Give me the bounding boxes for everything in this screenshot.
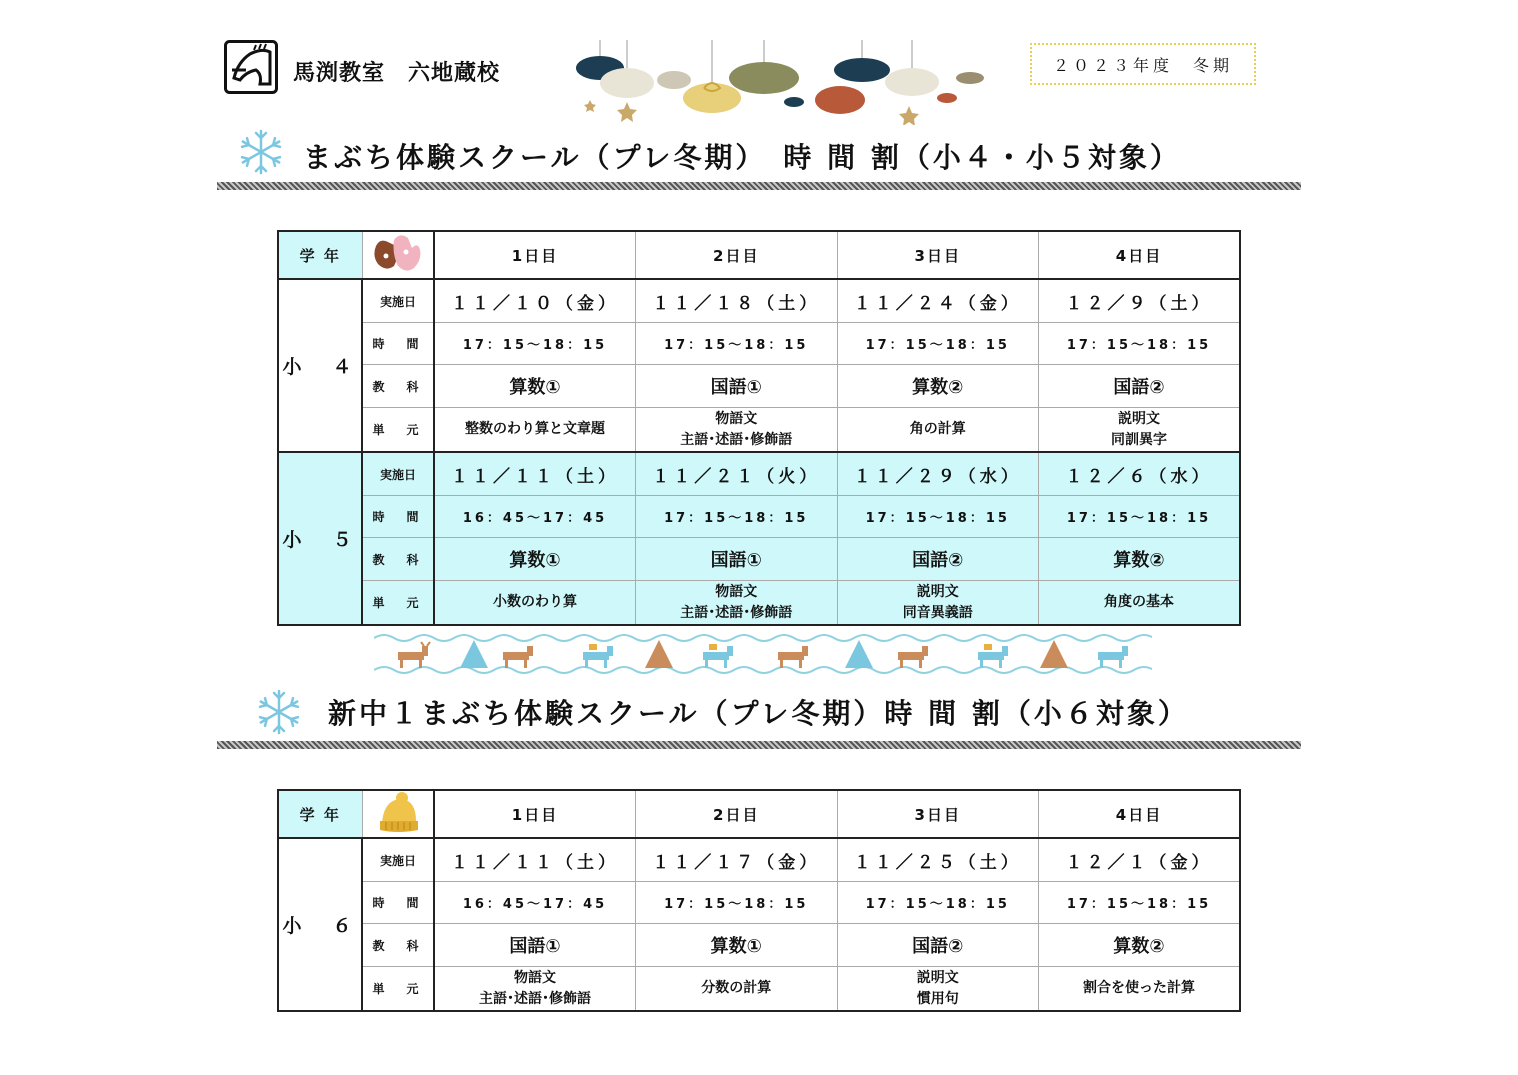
timetable-grade4-5 xyxy=(277,230,1241,626)
date-cell: １２／１（金） xyxy=(1039,838,1241,882)
unit-line: 説明文 xyxy=(916,969,959,986)
grade-label: 小 ５ xyxy=(278,452,362,625)
date-cell: １２／９（土） xyxy=(1039,279,1241,323)
snowflake-icon xyxy=(255,688,303,736)
section1-title: まぶち体験スクール（プレ冬期） 時 間 割（小４・小５対象） xyxy=(303,141,1181,174)
unit-cell xyxy=(636,967,838,1012)
unit-line: 小数のわり算 xyxy=(493,594,577,610)
date-cell: １１／１１（土） xyxy=(434,452,636,496)
subject-cell: 算数② xyxy=(1039,924,1241,967)
school-name: 馬渕教室 六地蔵校 xyxy=(293,61,501,86)
unit-cell xyxy=(837,408,1039,453)
unit-line: 物語文 xyxy=(514,969,556,986)
time-cell: 17：15～18：15 xyxy=(434,323,636,365)
unit-line: 割合を使った計算 xyxy=(1083,980,1195,996)
ornament-decoration-icon xyxy=(572,40,992,125)
unit-line: 慣用句 xyxy=(916,990,959,1007)
table-row xyxy=(278,279,1240,323)
time-cell: 17：15～18：15 xyxy=(1039,496,1241,538)
unit-line: 説明文 xyxy=(916,583,959,600)
grade-header: 学 年 xyxy=(278,790,362,838)
row-label-unit: 単 元 xyxy=(362,408,434,453)
row-label-unit: 単 元 xyxy=(362,581,434,626)
table-row xyxy=(278,882,1240,924)
unit-line: 主語･述語･修飾語 xyxy=(479,990,591,1007)
time-cell: 17：15～18：15 xyxy=(837,323,1039,365)
subject-cell: 国語② xyxy=(837,538,1039,581)
time-cell: 17：15～18：15 xyxy=(837,496,1039,538)
subject-cell: 算数① xyxy=(434,365,636,408)
horse-logo-icon xyxy=(224,40,278,94)
row-label-time: 時 間 xyxy=(362,882,434,924)
row-label-date: 実施日 xyxy=(362,279,434,323)
row-label-date: 実施日 xyxy=(362,452,434,496)
subject-cell: 算数② xyxy=(1039,538,1241,581)
time-cell: 17：15～18：15 xyxy=(636,323,838,365)
table-row xyxy=(278,967,1240,1012)
row-label-subject: 教 科 xyxy=(362,365,434,408)
day-4-header: 4日目 xyxy=(1039,231,1241,279)
row-label-date: 実施日 xyxy=(362,838,434,882)
unit-line: 説明文 xyxy=(1118,410,1160,427)
subject-cell: 国語① xyxy=(434,924,636,967)
header-row xyxy=(278,790,1240,838)
header-icon-cell xyxy=(362,231,434,279)
day-3-header: 3日目 xyxy=(837,790,1039,838)
unit-cell xyxy=(434,408,636,453)
table-row xyxy=(278,924,1240,967)
time-cell: 16：45～17：45 xyxy=(434,882,636,924)
unit-cell xyxy=(1039,967,1241,1012)
grade-label: 小 ４ xyxy=(278,279,362,452)
snowflake-icon xyxy=(237,128,285,176)
table-row xyxy=(278,581,1240,626)
header-icon-cell xyxy=(362,790,434,838)
term-label: ２０２３年度 冬期 xyxy=(1030,43,1256,85)
time-cell: 17：15～18：15 xyxy=(1039,882,1241,924)
unit-cell xyxy=(636,581,838,626)
section1-rule xyxy=(217,182,1301,190)
unit-line: 同訓異字 xyxy=(1111,431,1167,448)
reindeer-border-decoration-icon xyxy=(374,634,1152,674)
day-2-header: 2日目 xyxy=(636,231,838,279)
unit-cell xyxy=(434,581,636,626)
subject-cell: 算数② xyxy=(837,365,1039,408)
row-label-subject: 教 科 xyxy=(362,924,434,967)
row-label-time: 時 間 xyxy=(362,496,434,538)
unit-line: 角度の基本 xyxy=(1104,594,1174,610)
time-cell: 17：15～18：15 xyxy=(1039,323,1241,365)
unit-line: 分数の計算 xyxy=(701,980,772,996)
day-1-header: 1日目 xyxy=(434,790,636,838)
date-cell: １１／１０（金） xyxy=(434,279,636,323)
time-cell: 16：45～17：45 xyxy=(434,496,636,538)
row-label-time: 時 間 xyxy=(362,323,434,365)
day-4-header: 4日目 xyxy=(1039,790,1241,838)
unit-cell xyxy=(1039,408,1241,453)
timetable-grade6 xyxy=(277,789,1241,1012)
time-cell: 17：15～18：15 xyxy=(636,882,838,924)
header-row xyxy=(278,231,1240,279)
table-row xyxy=(278,452,1240,496)
time-cell: 17：15～18：15 xyxy=(636,496,838,538)
date-cell: １１／２４（金） xyxy=(837,279,1039,323)
subject-cell: 国語② xyxy=(837,924,1039,967)
unit-cell xyxy=(1039,581,1241,626)
unit-cell xyxy=(837,967,1039,1012)
unit-line: 主語･述語･修飾語 xyxy=(680,604,793,621)
day-2-header: 2日目 xyxy=(636,790,838,838)
subject-cell: 国語② xyxy=(1039,365,1241,408)
grade-header: 学 年 xyxy=(278,231,362,279)
grade-label: 小 ６ xyxy=(278,838,362,1011)
subject-cell: 国語① xyxy=(636,538,838,581)
unit-cell xyxy=(434,967,636,1012)
knit-hat-icon xyxy=(376,791,420,833)
time-cell: 17：15～18：15 xyxy=(837,882,1039,924)
date-cell: １１／２１（火） xyxy=(636,452,838,496)
unit-line: 整数のわり算と文章題 xyxy=(465,421,605,437)
subject-cell: 算数① xyxy=(636,924,838,967)
subject-cell: 国語① xyxy=(636,365,838,408)
date-cell: １２／６（水） xyxy=(1039,452,1241,496)
unit-line: 同音異義語 xyxy=(902,604,973,621)
subject-cell: 算数① xyxy=(434,538,636,581)
mittens-icon xyxy=(370,232,426,274)
table-row xyxy=(278,838,1240,882)
date-cell: １１／２５（土） xyxy=(837,838,1039,882)
date-cell: １１／１１（土） xyxy=(434,838,636,882)
date-cell: １１／１７（金） xyxy=(636,838,838,882)
day-1-header: 1日目 xyxy=(434,231,636,279)
unit-line: 主語･述語･修飾語 xyxy=(680,431,793,448)
date-cell: １１／１８（土） xyxy=(636,279,838,323)
day-3-header: 3日目 xyxy=(837,231,1039,279)
unit-line: 角の計算 xyxy=(909,421,966,437)
section2-rule xyxy=(217,741,1301,749)
unit-cell xyxy=(837,581,1039,626)
row-label-unit: 単 元 xyxy=(362,967,434,1012)
unit-cell xyxy=(636,408,838,453)
unit-line: 物語文 xyxy=(715,410,758,427)
table-row xyxy=(278,538,1240,581)
unit-line: 物語文 xyxy=(715,583,758,600)
table-row xyxy=(278,496,1240,538)
table-row xyxy=(278,365,1240,408)
section2-title: 新中１まぶち体験スクール（プレ冬期）時 間 割（小６対象） xyxy=(328,697,1189,730)
date-cell: １１／２９（水） xyxy=(837,452,1039,496)
table-row xyxy=(278,408,1240,453)
table-row xyxy=(278,323,1240,365)
row-label-subject: 教 科 xyxy=(362,538,434,581)
